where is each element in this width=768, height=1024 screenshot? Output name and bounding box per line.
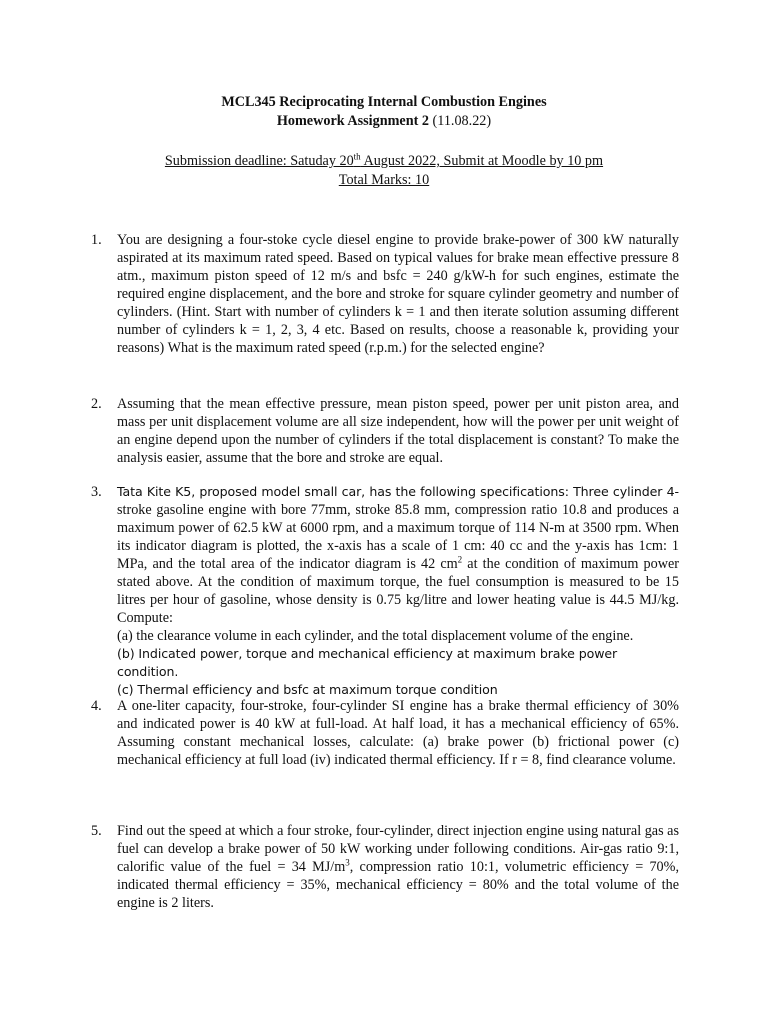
- assignment-line: [0, 112, 768, 131]
- total-marks: Total Marks: 10: [338, 172, 430, 188]
- title-block: [0, 93, 768, 131]
- question-text: Tata Kite K5, proposed model small car, has the following specifications: Three cylinder 4- stroke gasoline engine with bore 77mm, stroke 85.8 mm, compression ratio 10.8 and produces a maximum power of 62.5 kW at 6000 rpm, and a maximum torque of 114 N-m at 3500 rpm. When its indicator diagram is plotted, the x-axis has a scale of 1 cm: 40 cc and the y-axis has 1cm: 1 MPa, and the total area of the indicator diagram is 42 $cm^2$ at the condition of maximum power stated above. At the condition of maximum torque, the fuel consumption is measured to be 15 litres per hour of gasoline, whose density is 0.75 kg/litre and lower heating value is 44.5 MJ/kg. Compute: (a) the clearance volume in each cylinder, and the total displacement volume of the engine. (b) Indicated power, torque and mechanical efficiency at maximum brake power condition. (c) Thermal efficiency and bsfc at maximum torque condition: [117, 484, 680, 697]
- question-number: 4.: [91, 698, 102, 714]
- question-number: 3.: [91, 484, 102, 500]
- question-number: 5.: [91, 823, 102, 839]
- question-text: Find out the speed at which a four stroke, four-cylinder, direct injection engine using natural gas as fuel can develop a brake power of 50 kW working under following conditions. Air-gas ratio 9:1, calorific value of the fuel = 34 $MJ/m^3$, compression ratio 10:1, volumetric efficiency = 70%, indicated thermal efficiency = 35%, mechanical efficiency = 80% and the total volume of the engine is 2 liters.: [117, 823, 679, 911]
- part-a: (a) the clearance volume in each cylinder, and the total displacement volume of the engine.: [117, 628, 634, 644]
- question-text: Assuming that the mean effective pressure, mean piston speed, power per unit piston area, and mass per unit displacement volume are all size independent, how will the power per unit weight of an engine depend upon the number of cylinders if the total displacement is constant? To make the analysis easier, assume that the bore and stroke are equal.: [117, 396, 679, 466]
- deadline-block: [0, 152, 768, 190]
- assignment-title: Homework Assignment 2: [276, 113, 429, 129]
- question-intro: Tata Kite K5, proposed model small car, has the following specifications: Three cylinder 4-: [117, 484, 679, 499]
- part-b: (b) Indicated power, torque and mechanical efficiency at maximum brake power condition.: [117, 646, 618, 679]
- question-text: You are designing a four-stoke cycle diesel engine to provide brake-power of 300 kW naturally aspirated at its maximum rated speed. Based on typical values for brake mean effective pressure 8 atm., maximum piston speed of 12 m/s and bsfc = 240 g/kW-h for such engines, estimate the required engine displacement, and the bore and stroke for square cylinder geometry and number of cylinders. (Hint. Start with number of cylinders k = 1 and then iterate solution assuming different number of cylinders k = 1, 2, 3, 4 etc. Based on results, choose a reasonable k, providing your reasons) What is the maximum rated speed (r.p.m.) for the selected engine?: [117, 232, 679, 356]
- question-number: 1.: [91, 232, 102, 248]
- assignment-date: (11.08.22): [432, 113, 492, 129]
- question-text: A one-liter capacity, four-stroke, four-cylinder SI engine has a brake thermal efficiency of 30% and indicated power is 40 kW at full-load. At half load, it has a mechanical efficiency of 65%. Assuming constant mechanical losses, calculate: (a) brake power (b) frictional power (c) mechanical efficiency at full load (iv) indicated thermal efficiency. If r = 8, find clearance volume.: [117, 698, 679, 768]
- part-c: (c) Thermal efficiency and bsfc at maximum torque condition: [117, 682, 498, 697]
- question-number: 2.: [91, 396, 102, 412]
- submission-deadline: Submission deadline: Satuday 20th August 2022, Submit at Moodle by 10 pm: [164, 151, 604, 169]
- course-title: MCL345 Reciprocating Internal Combustion Engines: [221, 94, 547, 110]
